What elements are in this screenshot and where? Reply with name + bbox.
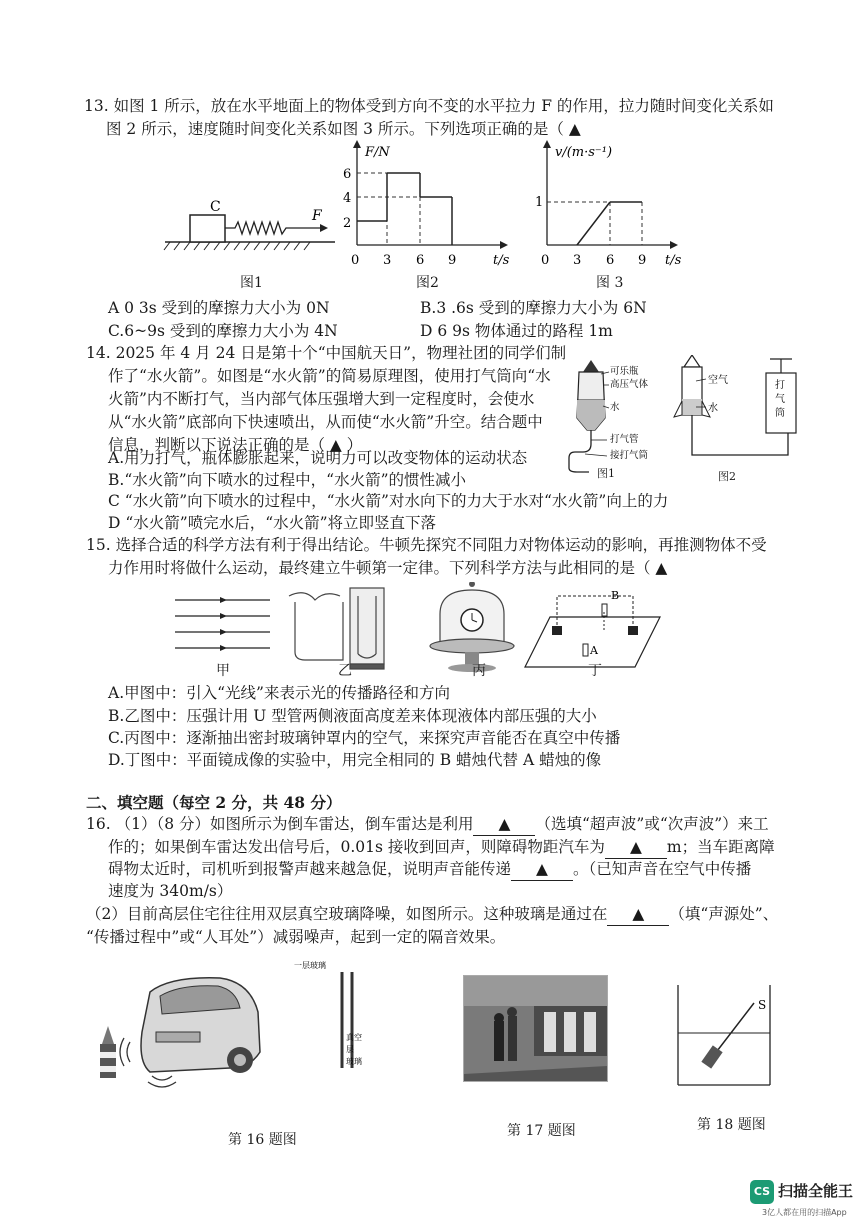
q14-fig1-caption: 图1 bbox=[597, 467, 615, 480]
fig2-xtick: 3 bbox=[383, 253, 392, 268]
label-air: 空气 bbox=[708, 375, 728, 386]
q18-figure-caption: 第 18 题图 bbox=[697, 1117, 766, 1133]
q16-line5 bbox=[86, 903, 778, 926]
pressure-gauge bbox=[289, 588, 384, 669]
q16-line1 bbox=[86, 813, 769, 836]
q14-option-b: B.“水火箭”向下喷水的过程中，“水火箭”的惯性减小 bbox=[108, 471, 467, 489]
q13-stem-line1: 13. 如图 1 所示，放在水平地面上的物体受到方向不变的水平拉力 F 的作用，拉力随时间变化关系如 bbox=[84, 97, 774, 115]
glass-label: 真空 bbox=[346, 1033, 362, 1042]
q16-line2 bbox=[108, 836, 775, 859]
answer-blank[interactable]: ▲ bbox=[473, 813, 535, 836]
fig2-ytick: 6 bbox=[343, 167, 352, 182]
q15-option-a: A.甲图中：引入“光线”来表示光的传播路径和方向 bbox=[108, 684, 450, 702]
q18-figure bbox=[670, 985, 780, 1095]
light-rays bbox=[175, 600, 270, 648]
q15-option-c: C.丙图中：逐渐抽出密封玻璃钟罩内的空气，来探究声音能否在真空中传播 bbox=[108, 729, 621, 747]
q13-stem-line2: 图 2 所示，速度随时间变化关系如图 3 所示。下列选项正确的是（ ▲ bbox=[106, 120, 581, 138]
q16-line6: “传播过程中”或“人耳处”）减弱噪声，起到一定的隔音效果。 bbox=[86, 928, 506, 946]
q13-option-a: A 0 3s 受到的摩擦力大小为 0N bbox=[108, 299, 330, 317]
q15-caption-bing: 丙 bbox=[472, 663, 486, 679]
fig3-xtick: 6 bbox=[606, 253, 615, 268]
q15-stem-line1: 15. 选择合适的科学方法有利于得出结论。牛顿先探究不同阻力对物体运动的影响，再推测物体不受 bbox=[86, 536, 767, 554]
fig2-ylabel: F/N bbox=[365, 145, 390, 160]
q13-figure-2 bbox=[335, 140, 515, 275]
q14-stem-line3: 火箭”内不断打气，当内部气体压强增大到一定程度时，会使水 bbox=[108, 390, 535, 408]
label-water: 水 bbox=[708, 403, 718, 414]
fig3-ylabel: v/(m·s⁻¹) bbox=[555, 145, 613, 160]
q15-caption-yi: 乙 bbox=[338, 663, 352, 679]
fig3-xtick: 0 bbox=[541, 253, 550, 268]
answer-blank[interactable]: ▲ bbox=[605, 836, 667, 859]
answer-blank[interactable]: ▲ bbox=[511, 858, 573, 881]
station-photo-image bbox=[464, 976, 607, 1081]
q16-text: （2）目前高层住宅往往用双层真空玻璃降噪，如图所示。这种玻璃是通过在 bbox=[86, 905, 608, 923]
q16-text: m；当车距离障 bbox=[666, 838, 775, 856]
fig3-ytick: 1 bbox=[535, 195, 544, 210]
q14-figure-1 bbox=[565, 358, 655, 480]
camscanner-slogan: 3亿人都在用的扫描App bbox=[762, 1208, 847, 1217]
q16-line4: 速度为 340m/s） bbox=[108, 882, 233, 900]
label-high-pressure-gas: 高压气体 bbox=[610, 379, 649, 390]
label-water: 水 bbox=[610, 402, 620, 413]
q15-caption-jia: 甲 bbox=[216, 663, 230, 679]
q13-option-c: C.6~9s 受到的摩擦力大小为 4N bbox=[108, 322, 338, 340]
reversing-radar-figure bbox=[90, 972, 270, 1097]
q16-text: （选填“超声波”或“次声波”）来工 bbox=[535, 815, 769, 833]
vacuum-glass-figure bbox=[290, 958, 400, 1078]
q13-fig2-caption: 图2 bbox=[416, 275, 439, 291]
q14-stem-line2: 作了“水火箭”。如图是“水火箭”的简易原理图，使用打气筒向“水 bbox=[108, 367, 551, 385]
q13-figure-1 bbox=[160, 190, 340, 260]
q14-stem-line5: 信息，判断以下说法正确的是（ ▲ ） bbox=[108, 436, 363, 454]
fig3-xlabel: t/s bbox=[665, 253, 682, 268]
q16-text: 16. （1）（8 分）如图所示为倒车雷达，倒车雷达是利用 bbox=[86, 815, 474, 833]
fig3-xtick: 3 bbox=[573, 253, 582, 268]
q15-option-d: D.丁图中：平面镜成像的实验中，用完全相同的 B 蜡烛代替 A 蜡烛的像 bbox=[108, 751, 602, 769]
q15-caption-ding: 丁 bbox=[588, 663, 602, 679]
glass-label: 玻璃 bbox=[346, 1057, 362, 1066]
q16-text: 。（已知声音在空气中传播 bbox=[573, 860, 752, 878]
candle-b-label: B bbox=[611, 589, 620, 602]
fig2-xlabel: t/s bbox=[493, 253, 510, 268]
q13-option-d: D 6 9s 物体通过的路程 1m bbox=[420, 322, 613, 340]
q16-text: （填“声源处”、 bbox=[669, 905, 779, 923]
q15-option-b: B.乙图中：压强计用 U 型管两侧液面高度差来体现液体内部压强的大小 bbox=[108, 707, 597, 725]
fig2-xtick: 9 bbox=[448, 253, 457, 268]
mirror-experiment bbox=[525, 589, 660, 667]
label-connect-pump: 接打气筒 bbox=[610, 450, 649, 461]
bell-jar bbox=[430, 582, 514, 672]
candle-a-label: A bbox=[590, 644, 598, 657]
q13-fig1-caption: 图1 bbox=[240, 275, 263, 291]
q14-stem-line4: 从“水火箭”底部向下快速喷出，从而使“水火箭”升空。结合题中 bbox=[108, 413, 543, 431]
label-pump-char: 筒 bbox=[775, 408, 785, 419]
q16-line3 bbox=[108, 858, 751, 881]
fig2-ytick: 2 bbox=[343, 216, 352, 231]
q15-stem-line2: 力作用时将做什么运动，最终建立牛顿第一定律。下列科学方法与此相同的是（ ▲ bbox=[108, 559, 668, 577]
label-pump-tube: 打气管 bbox=[610, 434, 639, 445]
fig2-ytick: 4 bbox=[343, 191, 352, 206]
label-cola-bottle: 可乐瓶 bbox=[610, 366, 639, 377]
fig2-xtick: 6 bbox=[416, 253, 425, 268]
answer-blank[interactable]: ▲ bbox=[607, 903, 669, 926]
force-label: F bbox=[312, 208, 322, 224]
fig2-xtick: 0 bbox=[351, 253, 360, 268]
label-pump-char: 气 bbox=[775, 394, 785, 405]
q14-option-c: C “水火箭”向下喷水的过程中，“水火箭”对水向下的力大于水对“水火箭”向上的力 bbox=[108, 492, 669, 510]
q13-option-b: B.3 .6s 受到的摩擦力大小为 6N bbox=[420, 299, 647, 317]
q14-fig2-caption: 图2 bbox=[718, 470, 736, 483]
station-photo bbox=[463, 975, 608, 1082]
q13-figure-3 bbox=[525, 140, 685, 275]
q17-figure-caption: 第 17 题图 bbox=[507, 1123, 576, 1139]
q14-option-d: D “水火箭”喷完水后，“水火箭”将立即竖直下落 bbox=[108, 514, 437, 532]
label-pump-char: 打 bbox=[775, 380, 785, 391]
glass-label: 层 bbox=[346, 1045, 354, 1054]
glass-label: 一层玻璃 bbox=[294, 961, 326, 970]
section-title: 二、填空题（每空 2 分，共 48 分） bbox=[86, 793, 342, 812]
q16-text: 作的；如果倒车雷达发出信号后，0.01s 接收到回声，则障碍物距汽车为 bbox=[108, 838, 605, 856]
q14-option-a: A.用力打气，瓶体膨胀起来，说明力可以改变物体的运动状态 bbox=[108, 449, 528, 467]
q16-text: 碍物太近时，司机听到报警声越来越急促，说明声音能传递 bbox=[108, 860, 512, 878]
fig18-s-label: S bbox=[758, 998, 767, 1012]
q13-fig3-caption: 图 3 bbox=[596, 275, 624, 291]
q14-stem-line1: 14. 2025 年 4 月 24 日是第十个“中国航天日”，物理社团的同学们制 bbox=[86, 344, 567, 362]
fig3-xtick: 9 bbox=[638, 253, 647, 268]
q16-figure-caption: 第 16 题图 bbox=[228, 1132, 297, 1148]
q14-figure-2 bbox=[662, 355, 812, 470]
camscanner-app-name: 扫描全能王 bbox=[778, 1182, 854, 1200]
block-label: C bbox=[210, 199, 221, 215]
camscanner-logo-icon: CS bbox=[750, 1180, 774, 1204]
